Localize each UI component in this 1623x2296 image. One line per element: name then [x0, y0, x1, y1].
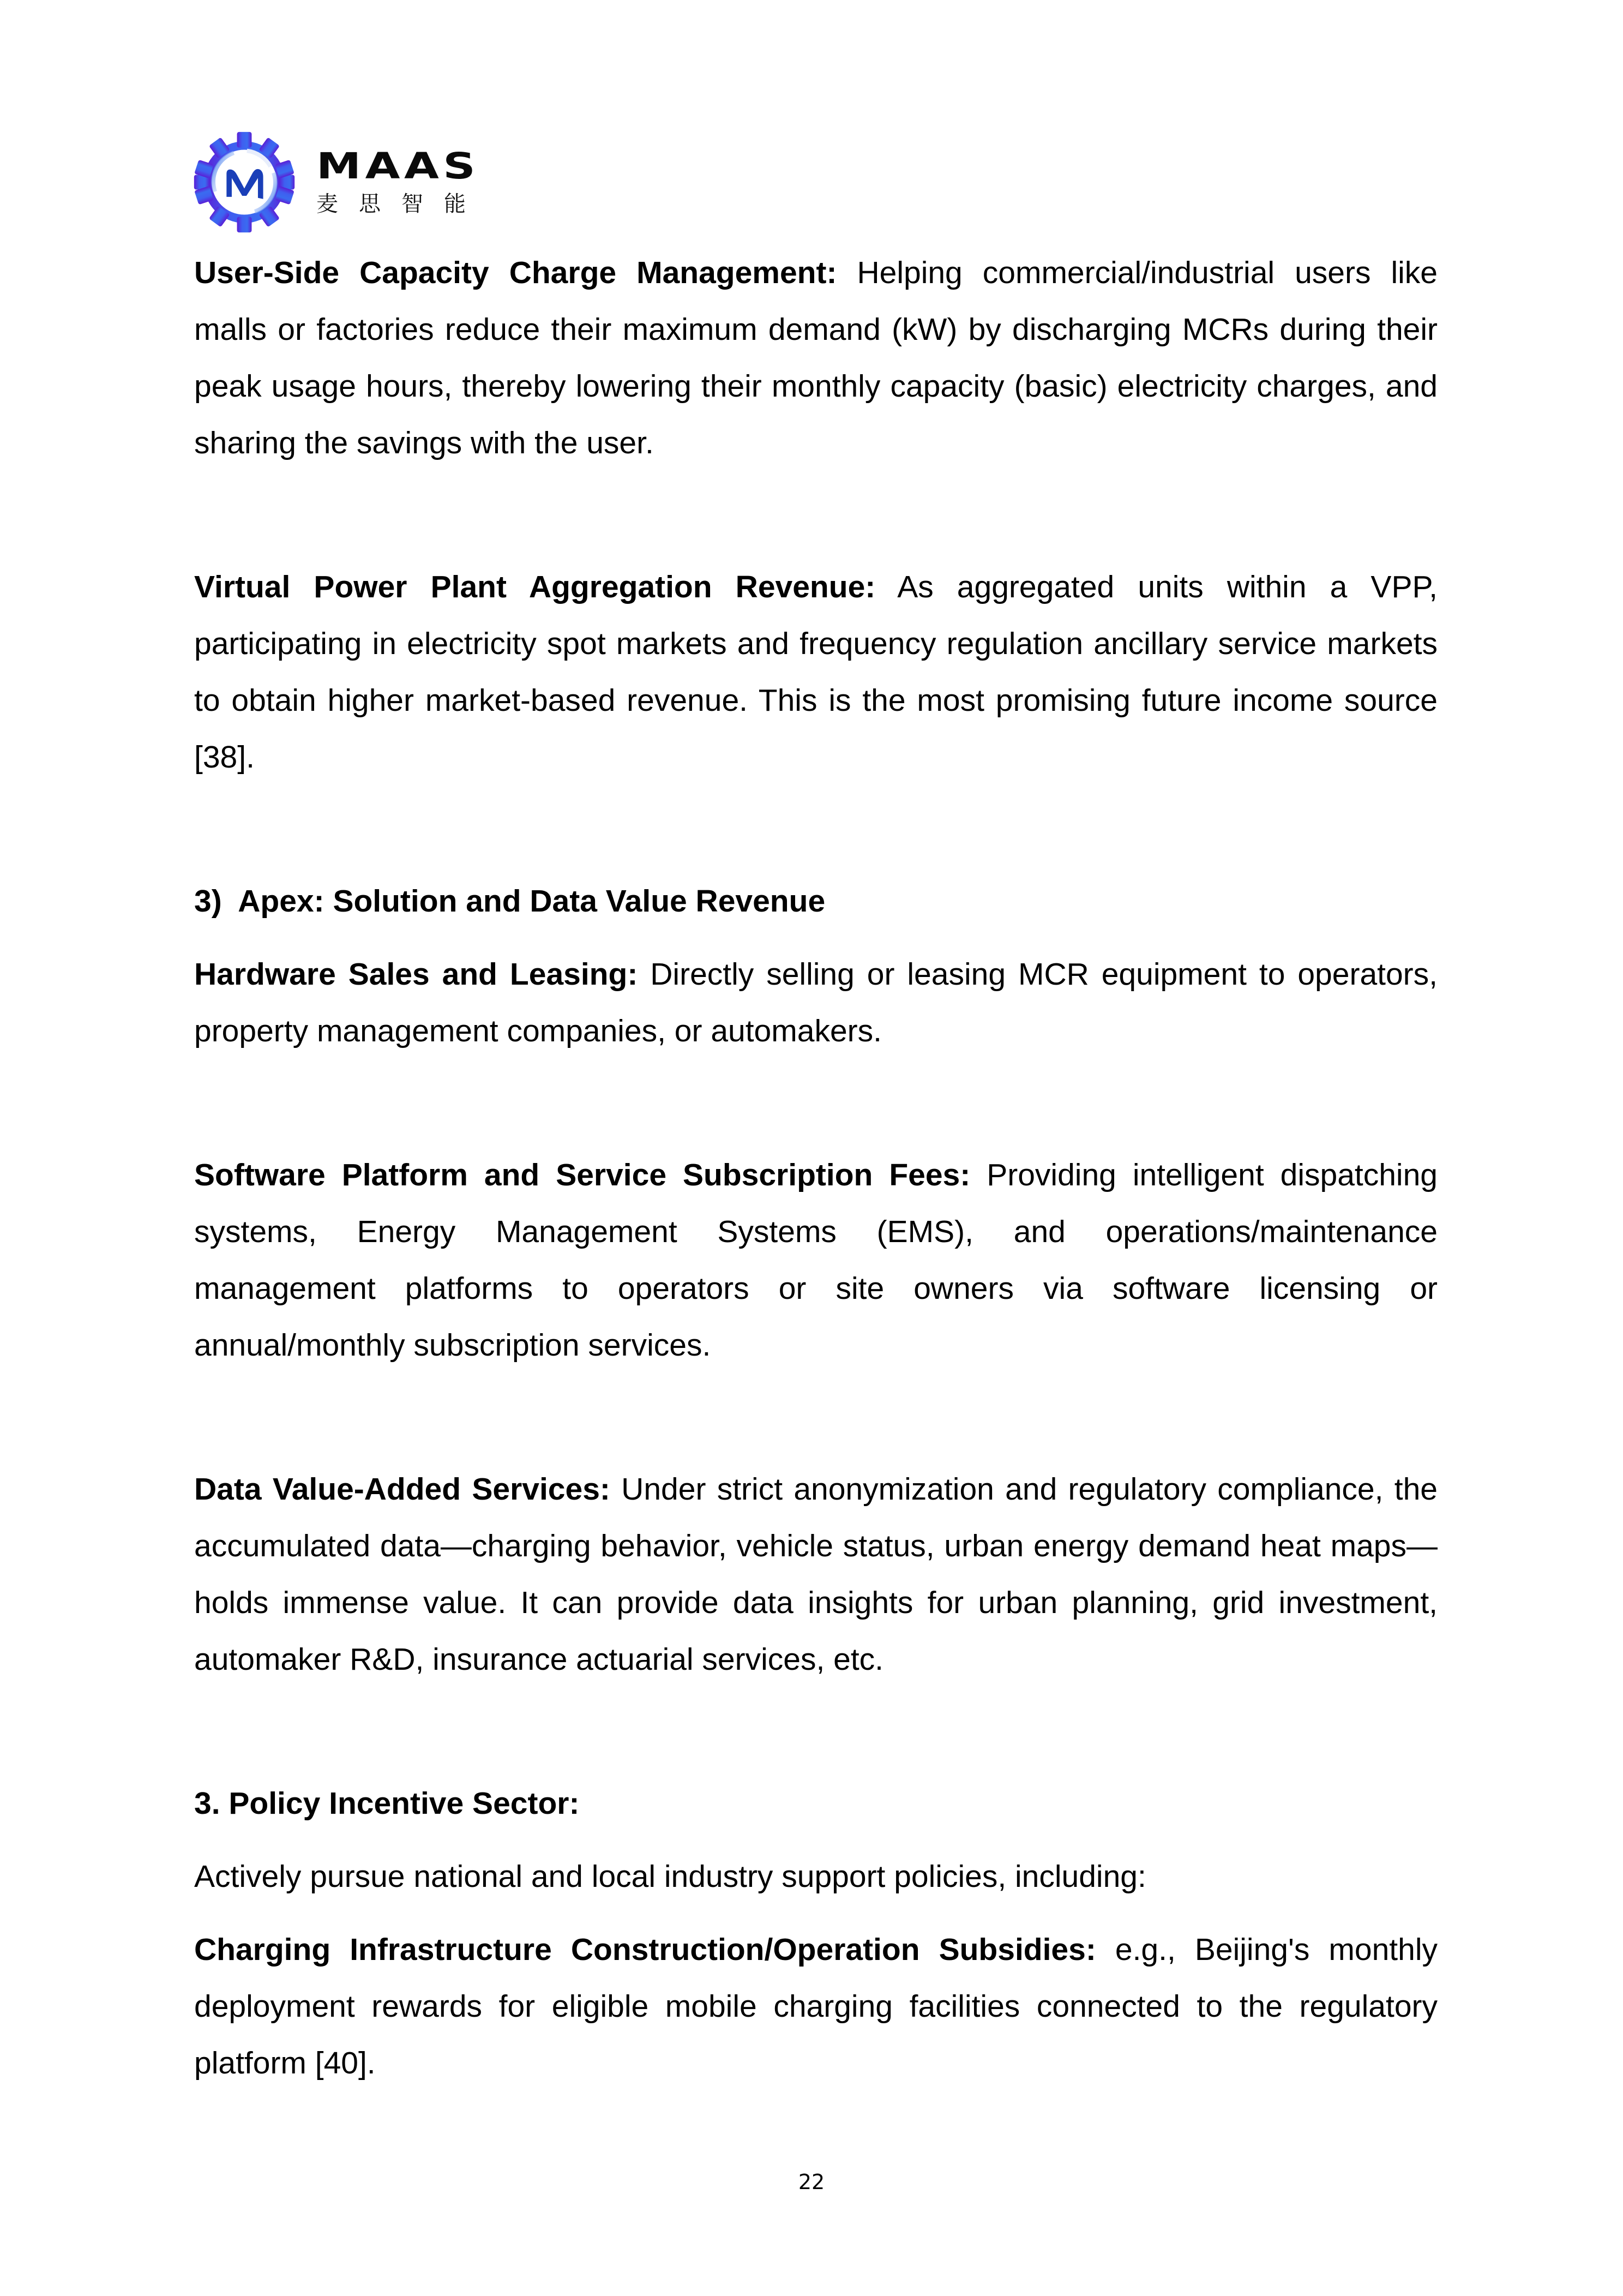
page-number: 22 — [798, 2170, 825, 2194]
spacer — [194, 471, 1438, 559]
spacer — [194, 930, 1438, 946]
logo-text — [316, 139, 486, 226]
document-body — [194, 244, 1438, 2091]
spacer — [194, 1832, 1438, 1848]
paragraph-user-side-capacity — [194, 244, 1438, 471]
spacer — [194, 1374, 1438, 1461]
term-software: Software Platform and Service Subscription Fees: — [194, 1158, 971, 1192]
term-user-side-capacity: User-Side Capacity Charge Management: — [194, 255, 837, 290]
paragraph-policy-intro: Actively pursue national and local industry support policies, including: — [194, 1859, 1146, 1894]
text-data-services: Under strict anonymization and regulatory compliance, the accumulated data—charging behavior, vehicle status, urban energy demand heat maps—holds immense value. It can provide data insights for urban planning, grid investment, automaker R&D, insurance actuarial services, etc. — [194, 1472, 1438, 1677]
term-subsidies: Charging Infrastructure Construction/Operation Subsidies: — [194, 1932, 1096, 1967]
text-hardware: Directly selling or leasing MCR equipment to operators, property management companies, or automakers. — [194, 957, 1438, 1048]
term-hardware: Hardware Sales and Leasing: — [194, 957, 638, 992]
spacer — [194, 1059, 1438, 1147]
paragraph-subsidies — [194, 1921, 1438, 2091]
paragraph-hardware — [194, 946, 1438, 1059]
spacer — [194, 1905, 1438, 1921]
spacer — [194, 786, 1438, 873]
paragraph-software — [194, 1147, 1438, 1374]
paragraph-data-services — [194, 1461, 1438, 1688]
text-user-side-capacity: Helping commercial/industrial users like malls or factories reduce their maximum demand (kW) by discharging MCRs during their peak usage hours, thereby lowering their monthly capacity (basic) electricity charges, and sharing the savings with the user. — [194, 255, 1438, 460]
heading-apex: 3) Apex: Solution and Data Value Revenue — [194, 884, 826, 919]
text-software: Providing intelligent dispatching systems, Energy Management Systems (EMS), and operations/maintenance management platforms to operators or site owners via software licensing or annual/monthly subscription services. — [194, 1158, 1438, 1363]
text-subsidies: e.g., Beijing's monthly deployment rewards for eligible mobile charging facilities connected to the regulatory platform [40]. — [194, 1932, 1438, 2081]
gear-m-logo-icon — [192, 130, 297, 235]
term-data-services: Data Value-Added Services: — [194, 1472, 610, 1507]
text-vpp: As aggregated units within a VPP, participating in electricity spot markets and frequency regulation ancillary service markets to obtain higher market-based revenue. This is the most promising future income source [38]. — [194, 569, 1438, 775]
term-vpp: Virtual Power Plant Aggregation Revenue: — [194, 569, 876, 604]
company-logo — [192, 129, 486, 236]
spacer — [194, 1688, 1438, 1775]
logo-name-en: MAAS — [316, 145, 480, 187]
heading-policy: 3. Policy Incentive Sector: — [194, 1786, 580, 1821]
logo-name-cn: 麦思智能 — [316, 191, 486, 217]
paragraph-vpp — [194, 559, 1438, 786]
